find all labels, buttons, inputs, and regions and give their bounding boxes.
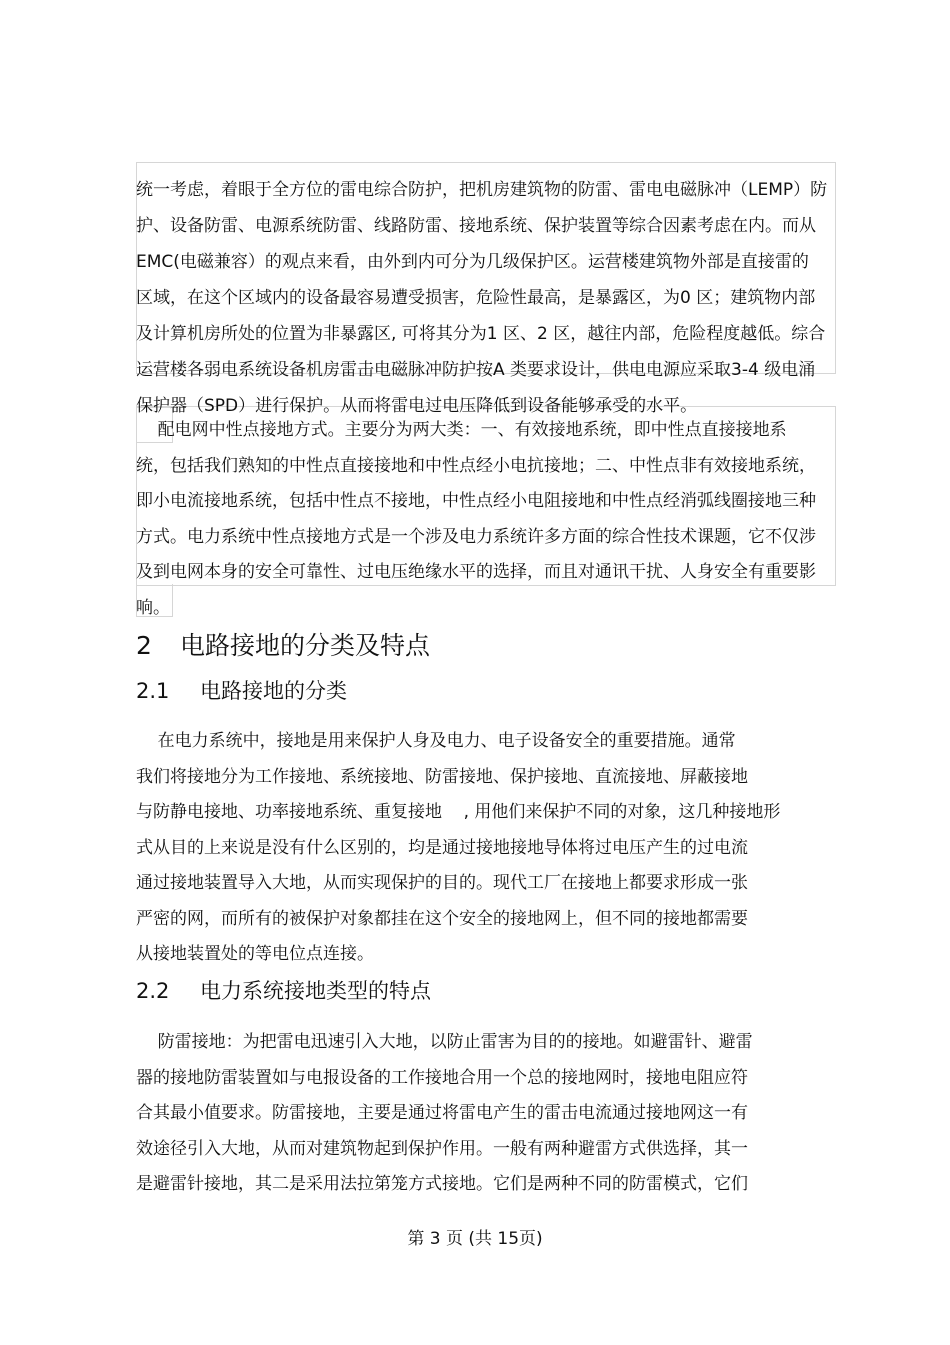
page-footer: 第 3 页 (共 15页) bbox=[407, 1229, 543, 1249]
subsection-title: 电力系统接地类型的特点 bbox=[200, 979, 431, 1003]
section-heading bbox=[136, 628, 430, 664]
subsection-heading bbox=[136, 976, 431, 1006]
section-number: 2 bbox=[136, 631, 152, 660]
subsection-number: 2.2 bbox=[136, 979, 170, 1003]
subsection-number: 2.1 bbox=[136, 679, 170, 703]
body-paragraph: 在电力系统中，接地是用来保护人身及电力、电子设备安全的重要措施。通常 我们将接地分为工作接地、系统接地、防雷接地、保护接地、直流接地、屏蔽接地 与防静电接地、功率接地系统、重复接地 , 用他们来保护不同的对象，这几种接地形 式从目的上来说是没有什么区别的，均是通过接地接地导体将过电压产生的过电流 通过接地装置导入大地，从而实现保护的目的。现代工厂在接地上都要求形成一张 严密的网，而所有的被保护对象都挂在这个安全的接地网上，但不同的接地都需要 从接地装置处的等电位点连接。 bbox=[136, 731, 781, 964]
section-title: 电路接地的分类及特点 bbox=[180, 631, 431, 660]
subsection-heading bbox=[136, 676, 347, 706]
subsection-title: 电路接地的分类 bbox=[200, 679, 347, 703]
body-paragraph: 防雷接地：为把雷电迅速引入大地，以防止雷害为目的的接地。如避雷针、避雷 器的接地防雷装置如与电报设备的工作接地合用一个总的接地网时，接地电阻应符 合其最小值要求。防雷接地，主要是通过将雷电产生的雷击电流通过接地网这一有 效途径引入大地，从而对建筑物起到保护作用。一般有两种避雷方式供选择，其一 是避雷针接地，其二是采用法拉第笼方式接地。它们是两种不同的防雷模式，它们 bbox=[136, 1032, 753, 1194]
body-paragraph: 统一考虑，着眼于全方位的雷电综合防护，把机房建筑物的防雷、雷电电磁脉冲（LEMP）防 护、设备防雷、电源系统防雷、线路防雷、接地系统、保护装置等综合因素考虑在内。而从 EMC(电磁兼容）的观点来看，由外到内可分为几级保护区。运营楼建筑物外部是直接雷的 区域，在这个区域内的设备最容易遭受损害，危险性最高，是暴露区，为0 区；建筑物内部 及计算机房所处的位置为非暴露区, 可将其分为1 区、2 区，越往内部，危险程度越低。综合 运营楼各弱电系统设备机房雷击电磁脉冲防护按A 类要求设计，供电电源应采取3-4 级电涌 保护器（SPD）进行保护。从而将雷电过电压降低到设备能够承受的水平。 bbox=[136, 180, 828, 416]
body-paragraph: 配电网中性点接地方式。主要分为两大类：一、有效接地系统，即中性点直接接地系 统，包括我们熟知的中性点直接接地和中性点经小电抗接地；二、中性点非有效接地系统， 即小电流接地系统，包括中性点不接地，中性点经小电阻接地和中性点经消弧线圈接地三种 方式。电力系统中性点接地方式是一个涉及电力系统许多方面的综合性技术课题，它不仅涉 及到电网本身的安全可靠性、过电压绝缘水平的选择，而且对通讯干扰、人身安全有重要影 响。 bbox=[136, 420, 816, 618]
